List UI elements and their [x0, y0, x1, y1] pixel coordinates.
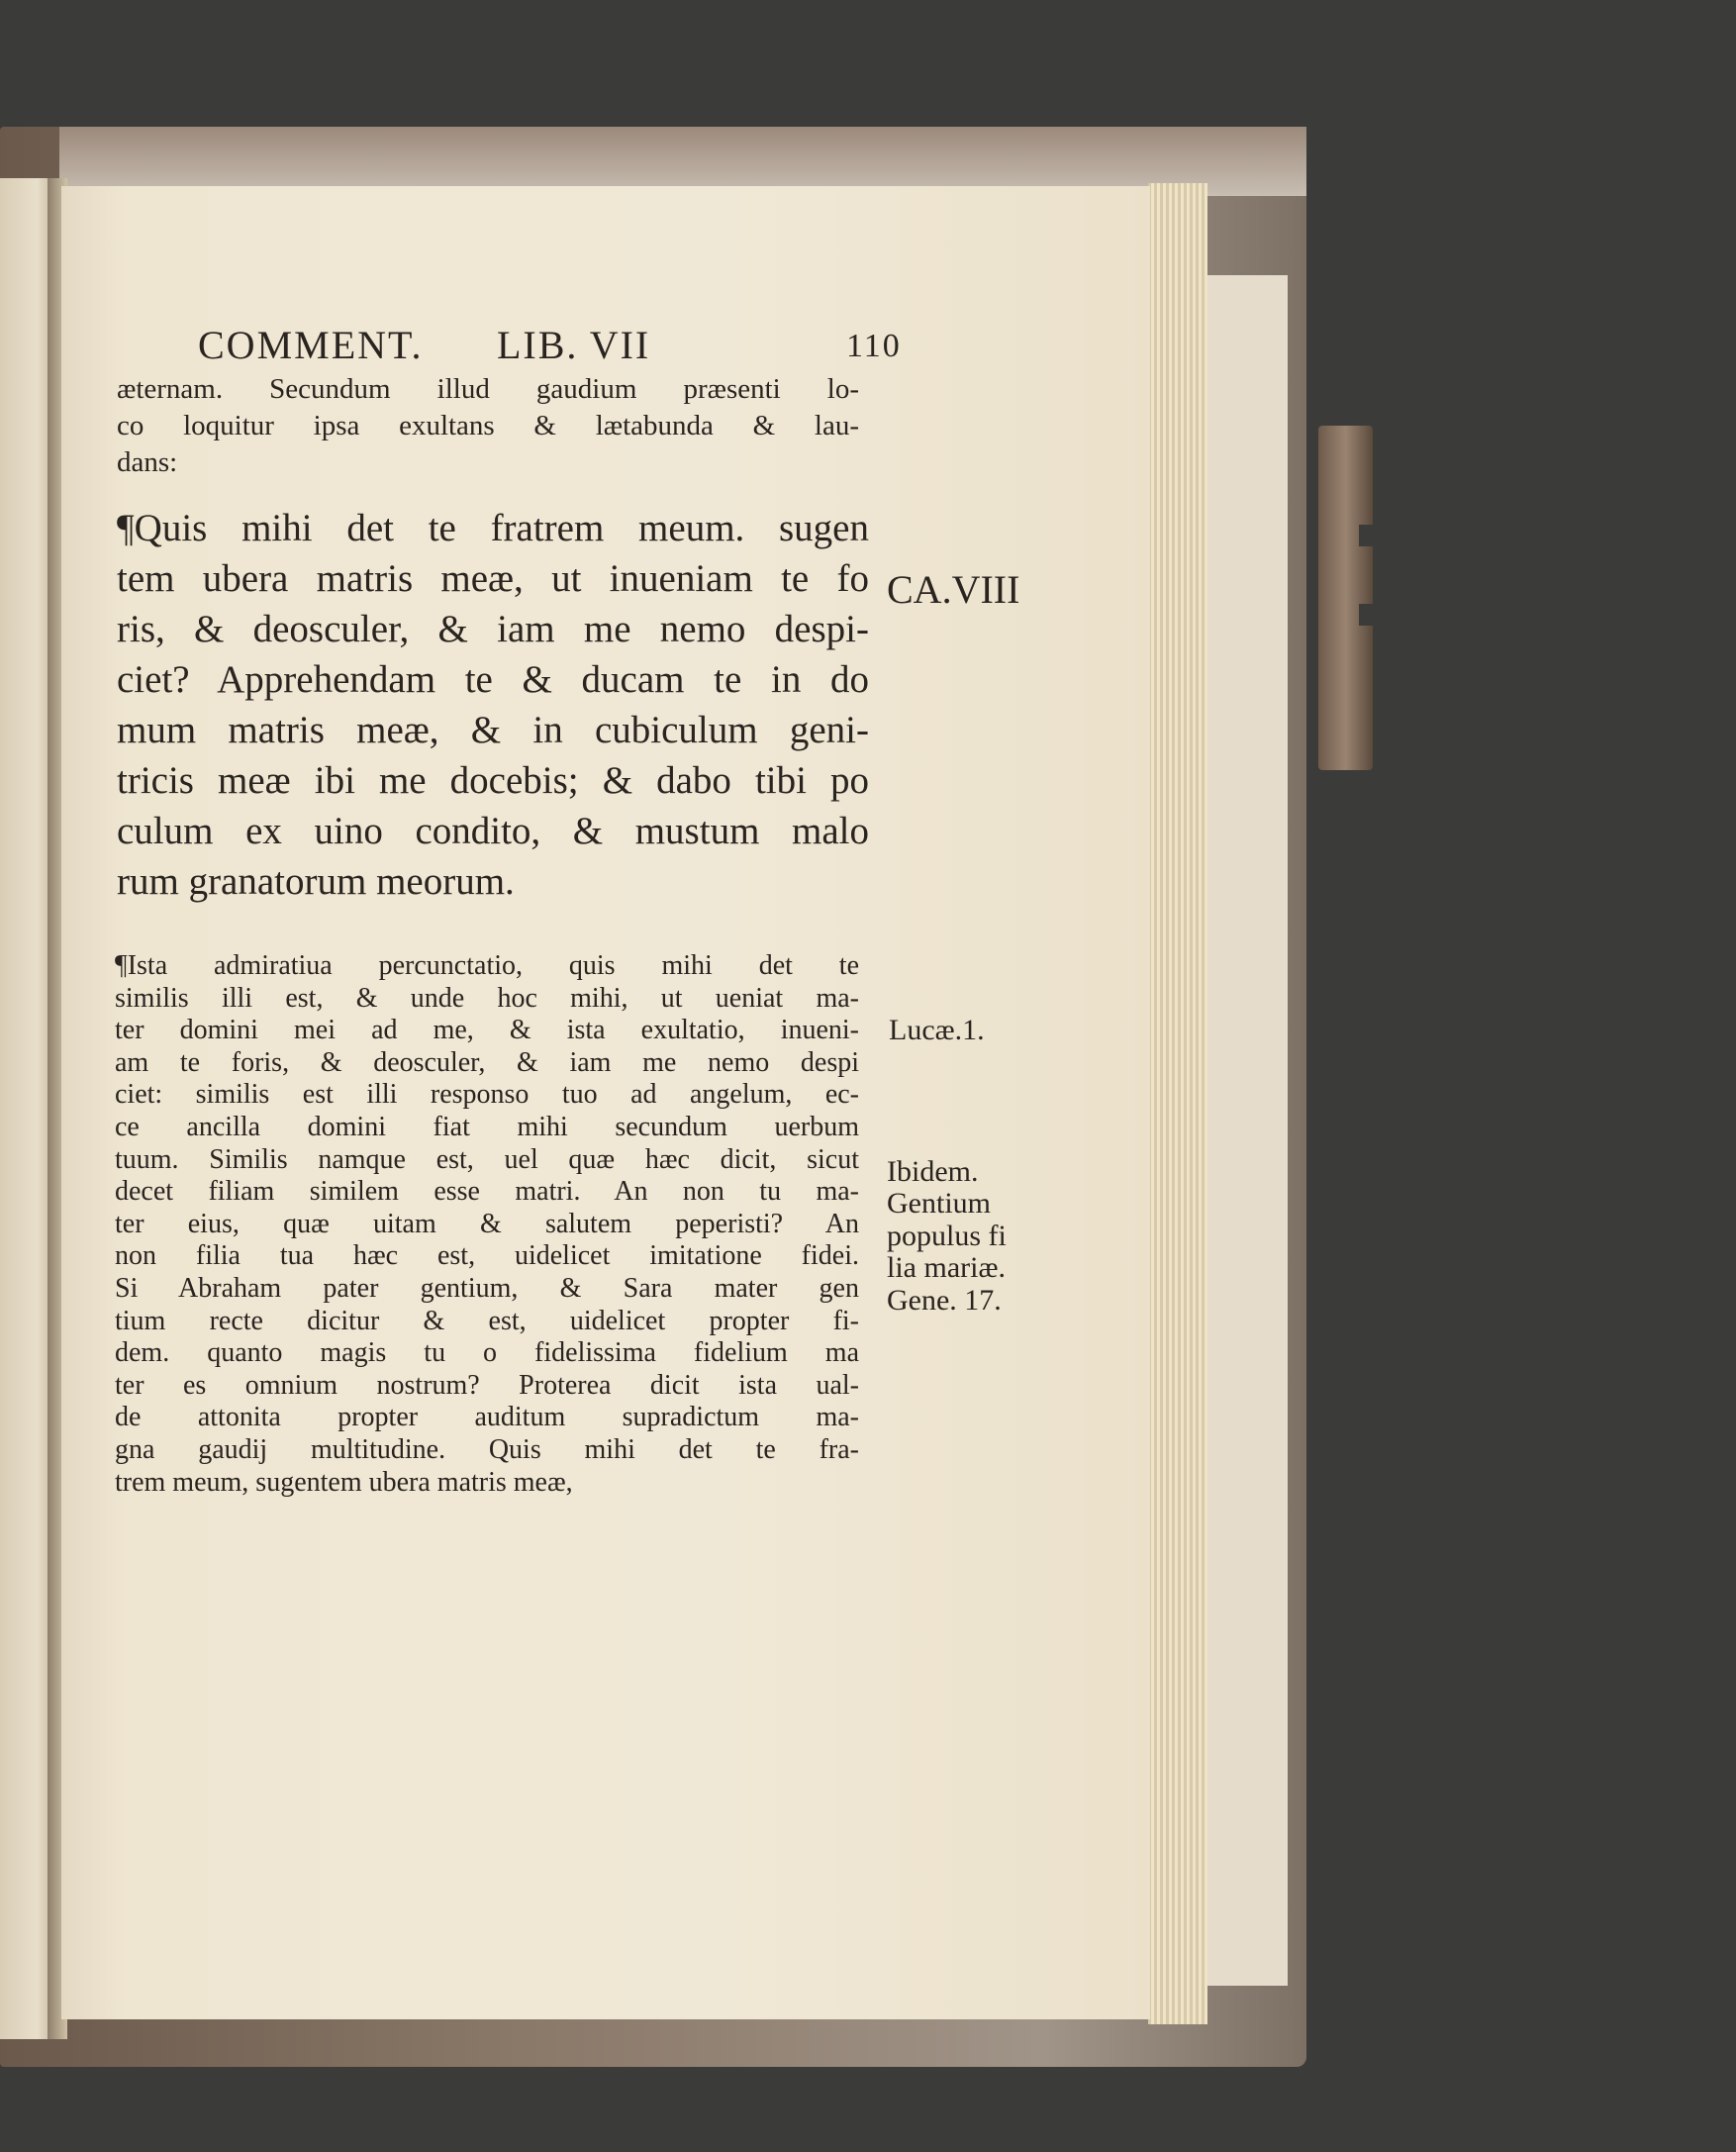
clasp-notch — [1359, 604, 1373, 626]
page-edges — [1148, 183, 1207, 2024]
folio-number: 110 — [846, 328, 902, 364]
text-line: tem ubera matris meæ, ut inueniam te fo — [117, 557, 869, 600]
text-line: tuum. Similis namque est, uel quæ hæc dicit, sicut — [115, 1143, 859, 1175]
text-line: trem meum, sugentem ubera matris meæ, — [115, 1466, 573, 1498]
text-line: ciet? Apprehendam te & ducam te in do — [117, 658, 869, 701]
margin-line: populus fi — [887, 1219, 1007, 1252]
margin-line: Gene. 17. — [887, 1283, 1002, 1317]
text-line: ¶Quis mihi det te fratrem meum. sugen — [117, 507, 869, 549]
text-line: gna gaudij multitudine. Quis mihi det te fra- — [115, 1433, 859, 1465]
text-line: ter eius, quæ uitam & salutem peperisti? An — [115, 1208, 859, 1239]
text-line: ter es omnium nostrum? Proterea dicit ista ual- — [115, 1369, 859, 1401]
text-line: tium recte dicitur & est, uidelicet propter fi- — [115, 1305, 859, 1336]
text-line: Si Abraham pater gentium, & Sara mater gen — [115, 1272, 859, 1304]
scripture-passage — [117, 503, 869, 907]
commentary-paragraph — [115, 950, 859, 1499]
text-line: de attonita propter auditum supradictum ma- — [115, 1402, 859, 1433]
text-line: culum ex uino condito, & mustum malo — [117, 810, 869, 852]
clasp-notch — [1359, 525, 1373, 546]
text-line: ter domini mei ad me, & ista exultatio, inueni- — [115, 1015, 859, 1046]
text-line: dans: — [117, 446, 178, 478]
chapter-marker: CA.VIII — [887, 567, 1020, 612]
margin-note-gentium — [887, 1188, 1007, 1317]
text-line: similis illi est, & unde hoc mihi, ut ueniat ma- — [115, 982, 859, 1014]
text-line: ce ancilla domini fiat mihi secundum uerbum — [115, 1111, 859, 1142]
text-line: rum granatorum meorum. — [117, 860, 515, 903]
text-line: ris, & deosculer, & iam me nemo despi- — [117, 608, 869, 650]
text-line: æternam. Secundum illud gaudium præsenti lo- — [117, 373, 859, 405]
margin-line: Gentium — [887, 1187, 991, 1220]
text-line: ¶Ista admiratiua percunctatio, quis mihi det te — [115, 950, 859, 981]
book-clasp — [1318, 426, 1373, 770]
text-line: dem. quanto magis tu o fidelissima fidelium ma — [115, 1337, 859, 1369]
text-line: tricis meæ ibi me docebis; & dabo tibi po — [117, 759, 869, 802]
text-line: mum matris meæ, & in cubiculum geni- — [117, 709, 869, 751]
book-number: LIB. VII — [497, 323, 651, 367]
paragraph-1 — [117, 371, 859, 481]
running-title: COMMENT. — [198, 323, 424, 367]
text-line: non filia tua hæc est, uidelicet imitatione fidei. — [115, 1240, 859, 1272]
margin-note-lucae: Lucæ.1. — [889, 1014, 985, 1046]
margin-line: lia mariæ. — [887, 1251, 1006, 1285]
text-line: ciet: similis est illi responso tuo ad angelum, ec- — [115, 1079, 859, 1111]
margin-note-ibidem: Ibidem. — [887, 1155, 979, 1188]
text-line: co loquitur ipsa exultans & lætabunda & lau- — [117, 410, 859, 441]
text-line: am te foris, & deosculer, & iam me nemo despi — [115, 1046, 859, 1078]
text-line: decet filiam similem esse matri. An non tu ma- — [115, 1176, 859, 1208]
